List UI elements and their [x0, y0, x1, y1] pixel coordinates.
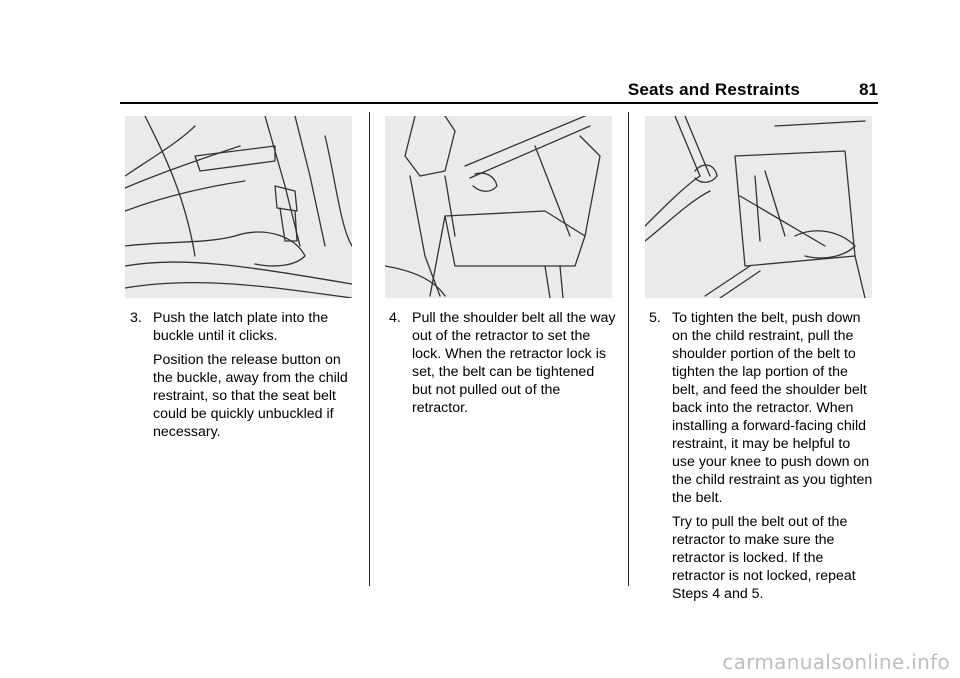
illustration-latch-plate-buckle: [125, 116, 352, 298]
step-paragraph: To tighten the belt, push down on the child restraint, pull the shoulder portion of the belt to tighten the lap portion of the belt, and feed the shoulder belt back into the retractor. When installing a forward-facing child restraint, it may be helpful to use your knee to push down on the child restraint as you tighten the belt.: [672, 310, 873, 506]
section-title: Seats and Restraints: [627, 80, 800, 99]
step-number: 5.: [649, 310, 661, 326]
step-paragraph: Push the latch plate into the buckle until it clicks.: [153, 310, 329, 344]
step-5: [649, 309, 877, 603]
column-divider-2: [628, 112, 629, 586]
step-number: 3.: [130, 310, 142, 326]
step-paragraph: Try to pull the belt out of the retractor to make sure the retractor is locked. If the retractor is not locked, repeat Steps 4 and 5.: [672, 514, 856, 602]
column-divider-1: [369, 112, 370, 586]
step-paragraph: Position the release button on the buckle, away from the child restraint, so that the seat belt could be quickly unbuckled if necessary.: [153, 352, 348, 440]
watermark: carmanualsonline.info: [722, 650, 950, 674]
illustration-tighten-belt: [645, 116, 872, 298]
illustration-pull-shoulder-belt: [385, 116, 612, 298]
step-number: 4.: [389, 310, 401, 326]
step-3: [130, 309, 358, 441]
step-paragraph: Pull the shoulder belt all the way out of the retractor to set the lock. When the retractor lock is set, the belt can be tightened but not pulled out of the retractor.: [412, 310, 616, 416]
page-number: 81: [859, 80, 878, 99]
step-4: [389, 309, 617, 417]
page-header: [120, 80, 878, 102]
header-rule: [120, 102, 878, 104]
